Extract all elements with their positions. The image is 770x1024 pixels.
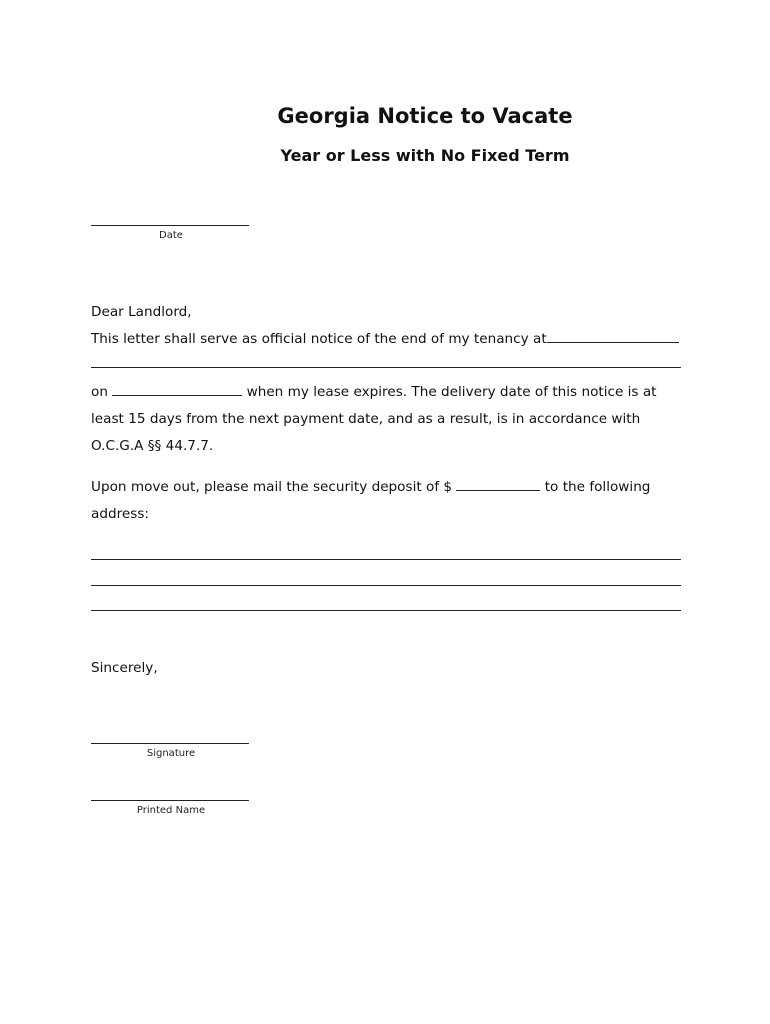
date-block bbox=[91, 225, 251, 241]
vacate-date-blank[interactable] bbox=[112, 384, 242, 396]
forwarding-address-line-3[interactable] bbox=[91, 610, 681, 611]
paragraph-1-line-3-text: when my lease expires. The delivery date of this notice is at bbox=[242, 384, 657, 400]
paragraph-1-line-5: O.C.G.A §§ 44.7.7. bbox=[91, 438, 214, 454]
premises-address-line-2[interactable] bbox=[91, 367, 681, 368]
paragraph-2-line-2: address: bbox=[91, 506, 149, 522]
premises-address-blank[interactable] bbox=[547, 331, 679, 343]
paragraph-2-line-1-text: Upon move out, please mail the security deposit of $ bbox=[91, 479, 457, 495]
paragraph-1-line-1 bbox=[91, 326, 691, 353]
signature-block bbox=[91, 743, 251, 759]
paragraph-1-on-text: on bbox=[91, 384, 113, 400]
printed-name-field-line[interactable] bbox=[91, 800, 249, 801]
forwarding-address-line-1[interactable] bbox=[91, 559, 681, 560]
forwarding-address-line-2[interactable] bbox=[91, 585, 681, 586]
paragraph-1-line-3 bbox=[91, 379, 691, 406]
printed-name-label: Printed Name bbox=[136, 805, 206, 816]
paragraph-1-line-4: least 15 days from the next payment date, and as a result, is in accordance with bbox=[91, 411, 641, 427]
date-field-line[interactable] bbox=[91, 225, 249, 226]
salutation: Dear Landlord, bbox=[91, 304, 192, 320]
document-title: Georgia Notice to Vacate bbox=[277, 104, 573, 128]
paragraph-2-line-1-end: to the following bbox=[540, 479, 651, 495]
signature-field-line[interactable] bbox=[91, 743, 249, 744]
document-subtitle: Year or Less with No Fixed Term bbox=[280, 146, 570, 165]
closing: Sincerely, bbox=[91, 660, 158, 676]
printed-name-block bbox=[91, 800, 251, 816]
signature-label: Signature bbox=[146, 748, 196, 759]
paragraph-2-line-1 bbox=[91, 474, 691, 501]
date-label: Date bbox=[159, 230, 183, 241]
security-deposit-blank[interactable] bbox=[456, 479, 540, 491]
paragraph-1-line-1-text: This letter shall serve as official notice of the end of my tenancy at bbox=[91, 331, 547, 347]
